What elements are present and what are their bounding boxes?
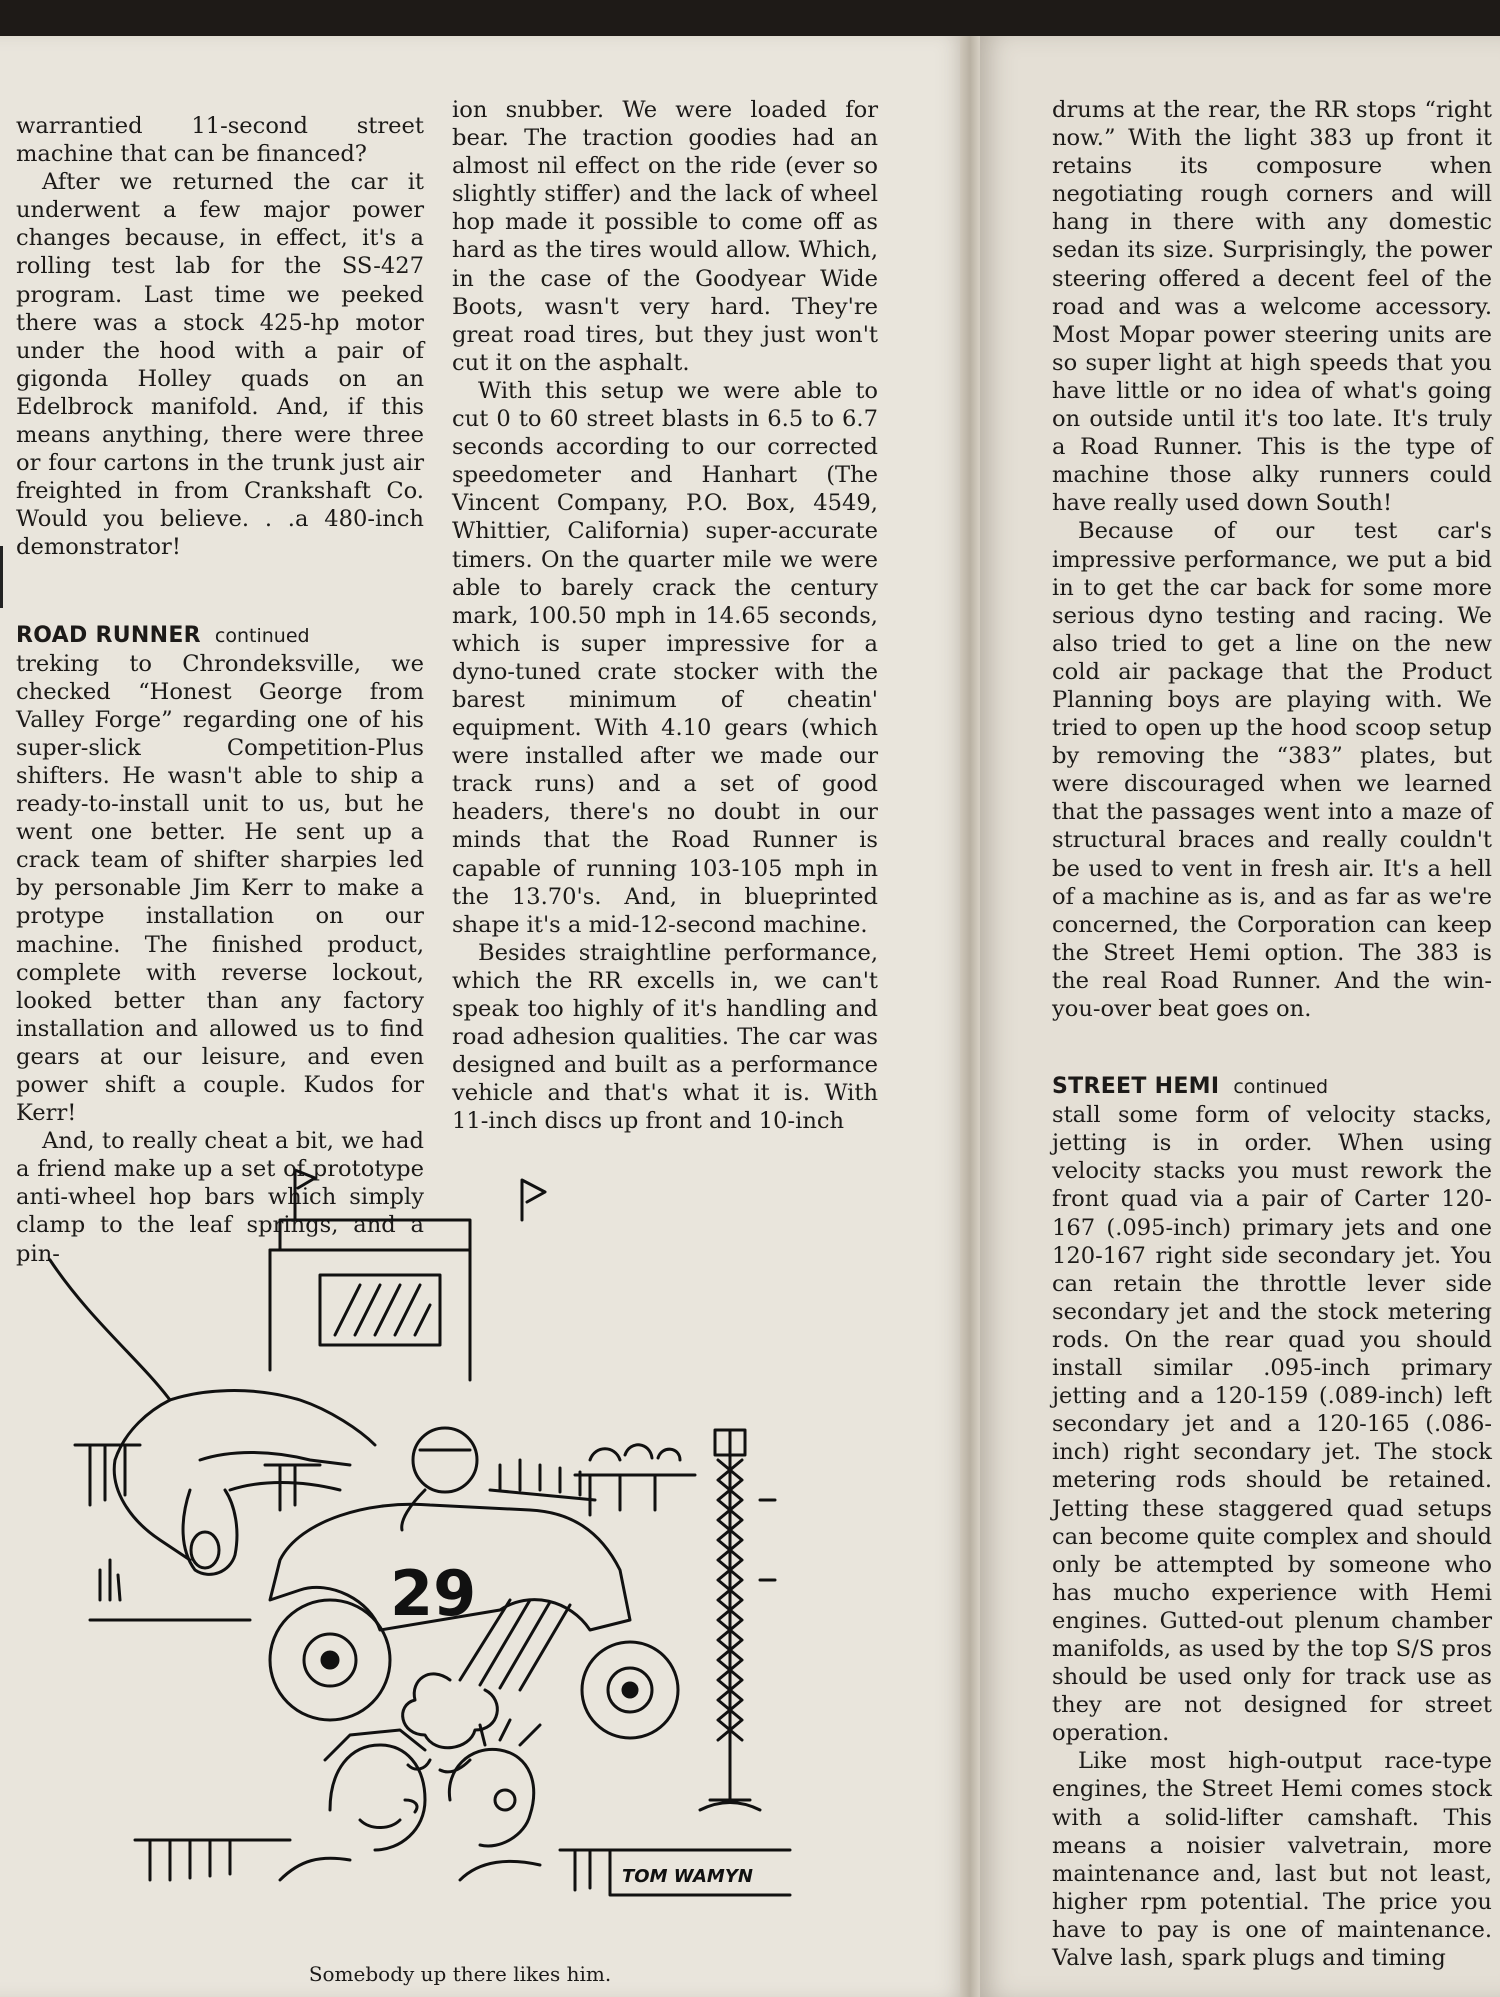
paragraph: With this setup we were able to cut 0 to 60 street blasts in 6.5 to 6.7 seconds according to our corrected speedometer and Hanhart (The Vincent Company, P.O. Box, 4549, Whittier, California) super-accurate timers. On the quarter mile we were able to barely crack the century mark, 100.50 mph in 14.65 seconds, which is super impressive for a dyno-tuned crate stocker with the barest minimum of cheatin' equipment. With 4.10 gears (which were installed after we made our track runs) and a set of good headers, there's no doubt in our minds that the Road Runner is capable of running 103-105 mph in the 13.70's. And, in blueprinted shape it's a mid-12-second machine. xyxy=(452,377,878,938)
article-column-1 xyxy=(16,112,424,1268)
paragraph: stall some form of velocity stacks, jetting is in order. When using velocity stacks you must rework the front quad via a pair of Carter 120-167 (.095-inch) primary jets and one 120-167 right side secondary jet. You can retain the throttle lever side secondary jet and the stock metering rods. On the rear quad you should install similar .095-inch primary jetting and a 120-159 (.089-inch) left secondary jet and a 120-165 (.086-inch) right secondary jet. The stock metering rods should be retained. Jetting these staggered quad setups can become quite complex and should only be attempted by someone who has mucho experience with Hemi engines. Gutted-out plenum chamber manifolds, as used by the top S/S pros should be used only for track use as they are not designed for street operation. xyxy=(1052,1102,1492,1747)
car-number: 29 xyxy=(390,1557,477,1630)
paragraph: Besides straightline performance, which the RR excells in, we can't speak too highly of it's handling and road adhesion qualities. The car was designed and built as a performance vehicle and that's what it is. With 11-inch discs up front and 10-inch xyxy=(452,939,878,1135)
paragraph: And, to really cheat a bit, we had a friend make up a set of prototype anti-wheel hop bars which simply clamp to the leaf springs, and a pin- xyxy=(16,1128,424,1267)
paragraph: warrantied 11-second street machine that can be financed? xyxy=(16,113,424,168)
article-column-3 xyxy=(1052,96,1492,1972)
heading-continued: continued xyxy=(1233,1076,1329,1099)
paragraph: treking to Chrondeksville, we checked “Honest George from Valley Forge” regarding one of his super-slick Competition-Plus shifters. He wasn't able to ship a ready-to-install unit to us, but he went one better. He sent up a crack team of shifter sharpies led by personable Jim Kerr to make a protype installation on our machine. The finished product, complete with reverse lockout, looked better than any factory installation and allowed us to find gears at our leisure, and even power shift a couple. Kudos for Kerr! xyxy=(16,650,424,1127)
paragraph: ion snubber. We were loaded for bear. The traction goodies had an almost nil effect on the ride (ever so slightly stiffer) and the lack of wheel hop made it possible to come off as hard as the tires would allow. Which, in the case of the Goodyear Wide Boots, wasn't very hard. They're great road tires, but they just won't cut it on the asphalt. xyxy=(452,97,878,376)
heading-text: ROAD RUNNER xyxy=(16,622,201,648)
paragraph: drums at the rear, the RR stops “right now.” With the light 383 up front it retains its composure when negotiating rough corners and will hang in there with any domestic sedan its size. Surprisingly, the power steering offered a decent feel of the road and was a welcome accessory. Most Mopar power steering units are so super light at high speeds that you have little or no idea of what's going on outside until it's too late. It's truly a Road Runner. This is the type of machine those alky runners could have really used down South! xyxy=(1052,97,1492,517)
cartoon-caption: Somebody up there likes him. xyxy=(308,1962,612,1986)
section-rule xyxy=(0,546,3,608)
article-column-2 xyxy=(452,96,878,1135)
paragraph: After we returned the car it underwent a few major power changes because, in effect, it's a rolling test lab for the SS-427 program. Last time we peeked there was a stock 425-hp motor under the hood with a pair of gigonda Holley quads on an Edelbrock manifold. And, if this means anything, there were three or four cartons in the trunk just air freighted in from Crankshaft Co. Would you believe. . .a 480-inch demonstrator! xyxy=(16,169,424,561)
section-heading-road-runner xyxy=(16,622,424,650)
heading-continued: continued xyxy=(214,624,310,647)
artist-signature: TOM WAMYN xyxy=(622,1866,753,1887)
paragraph: Like most high-output race-type engines, the Street Hemi comes stock with a solid-lifter camshaft. This means a noisier valvetrain, more maintenance and, last but not least, higher rpm potential. The price you have to pay is one of maintenance. Valve lash, spark plugs and timing xyxy=(1052,1748,1492,1971)
heading-text: STREET HEMI xyxy=(1052,1074,1220,1100)
cartoon-illustration xyxy=(30,1160,850,1900)
section-heading-street-hemi xyxy=(1052,1073,1492,1101)
page-gutter xyxy=(960,36,980,1997)
paragraph: Because of our test car's impressive performance, we put a bid in to get the car back for some more serious dyno testing and racing. We also tried to get a line on the new cold air package that the Product Planning boys are playing with. We tried to open up the hood scoop setup by removing the “383” plates, but were discouraged when we learned that the passages went into a maze of structural braces and really couldn't be used to vent in fresh air. It's a hell of a machine as is, and as far as we're concerned, the Corporation can keep the Street Hemi option. The 383 is the real Road Runner. And the win-you-over beat goes on. xyxy=(1052,518,1492,1022)
